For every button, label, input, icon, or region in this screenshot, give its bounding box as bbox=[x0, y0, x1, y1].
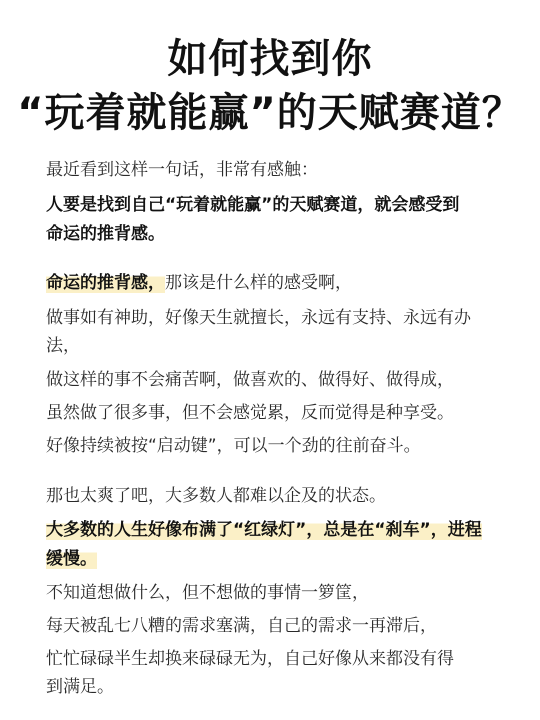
highlighted-phrase: 命运的推背感， bbox=[46, 273, 165, 293]
highlighted-phrase: 缓慢。 bbox=[46, 549, 97, 569]
paragraph-feeling bbox=[46, 268, 506, 298]
paragraph-line: 法， bbox=[46, 336, 80, 356]
paragraph-highlight-line-2 bbox=[46, 544, 506, 574]
paragraph-line: 虽然做了很多事，但不会感觉累，反而觉得是种享受。 bbox=[46, 403, 454, 423]
title-line-2: “玩着就能赢”的天赋赛道？ bbox=[17, 90, 523, 136]
paragraph-line: 每天被乱七八糟的需求塞满，自己的需求一再滞后， bbox=[46, 616, 437, 636]
paragraph-quote-line-1: 人要是找到自己“玩着就能赢”的天赋赛道，就会感受到 bbox=[46, 195, 460, 215]
highlighted-phrase: 大多数的人生好像布满了“红绿灯”，总是在“刹车”，进程 bbox=[46, 520, 482, 540]
paragraph-feeling-rest: 那该是什么样的感受啊， bbox=[165, 273, 352, 293]
paragraph-quote-line-2: 命运的推背感。 bbox=[46, 224, 165, 244]
paragraph-intro: 最近看到这样一句话，非常有感触： bbox=[46, 160, 318, 180]
title-line-1: 如何找到你 bbox=[167, 36, 373, 82]
paragraph-line: 好像持续被按“启动键”，可以一个劲的往前奋斗。 bbox=[46, 436, 421, 456]
paragraph-line: 做事如有神助，好像天生就擅长，永远有支持、永远有办 bbox=[46, 308, 471, 328]
paragraph-line: 忙忙碌碌半生却换来碌碌无为，自己好像从来都没有得 bbox=[46, 649, 454, 669]
paragraph-line: 那也太爽了吧，大多数人都难以企及的状态。 bbox=[46, 486, 386, 506]
paragraph-line: 不知道想做什么，但不想做的事情一箩筐， bbox=[46, 583, 369, 603]
paragraph-line: 到满足。 bbox=[46, 677, 114, 697]
paragraph-line: 做这样的事不会痛苦啊，做喜欢的、做得好、做得成， bbox=[46, 370, 454, 390]
paragraph-highlight-line-1 bbox=[46, 515, 506, 545]
